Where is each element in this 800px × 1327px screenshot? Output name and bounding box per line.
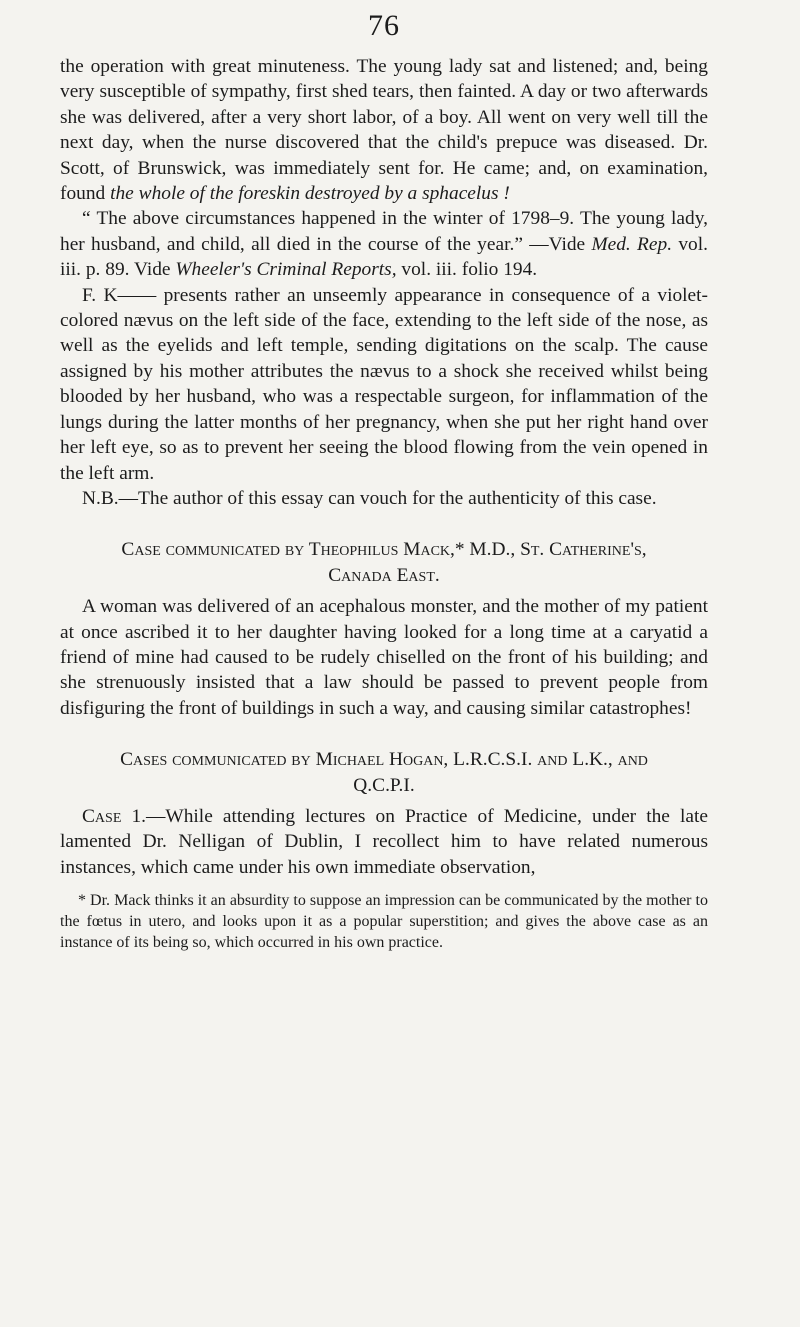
section-heading-hogan (60, 747, 708, 798)
section-heading-mack (60, 537, 708, 588)
paragraph-2-italic-2: Wheeler's Criminal Reports, (175, 259, 397, 281)
paragraph-2 (60, 206, 708, 282)
case-label: Case 1. (82, 805, 147, 827)
page-number: 76 (368, 9, 400, 42)
paragraph-2-text-c: vol. iii. folio 194. (396, 259, 538, 281)
section-heading-hogan-line2: Q.C.P.I. (353, 774, 415, 796)
section-heading-mack-line1: Case communicated by Theophilus Mack,* M.D., St. Catherine's, (121, 539, 647, 561)
paragraph-2-text-a: “ The above circumstances happened in the winter of 1798–9. The young lady, her husband, and child, all died in the course of the year.” —Vide (60, 208, 708, 255)
paragraph-2-text-b: vol. iii. p. 89. Vide (60, 233, 708, 281)
paragraph-5: A woman was delivered of an acephalous monster, and the mother of my patient at once ascribed it to her daughter having looked for a long time at a caryatid a friend of mine had caused to be rudely chiselled on the front of his building; and she strenuously insisted that a law should be passed to prevent people from disfiguring the front of buildings in such a way, and causing similar catastrophes! (60, 596, 708, 719)
section-heading-hogan-line1: Cases communicated by Michael Hogan, L.R.C.S.I. and L.K., and (120, 749, 648, 771)
paragraph-1 (60, 54, 708, 206)
paragraph-2-italic-1: Med. Rep. (591, 233, 673, 255)
paragraph-1-text: the operation with great minuteness. The young lady sat and listened; and, being very susceptible of sympathy, first shed tears, then fainted. A day or two afterwards she was delivered, after a very short labor, of a boy. All went on very well till the next day, when the nurse discovered that the child's prepuce was diseased. Dr. Scott, of Brunswick, was immediately sent for. He came; and, on examination, found (60, 56, 708, 205)
paragraph-4: N.B.—The author of this essay can vouch for the authenticity of this case. (82, 487, 657, 509)
paragraph-3: F. K—— presents rather an unseemly appearance in consequence of a violet-colored nævus on the left side of the face, extending to the left side of the nose, as well as the eyelids and left temple, sending digitations on the scalp. The cause assigned by his mother attributes the nævus to a shock she received whilst being blooded by her husband, who was a respectable surgeon, for inflammation of the lungs during the latter months of her pregnancy, when she put her right hand over her left eye, so as to prevent her seeing the blood flowing from the vein opened in the left arm. (60, 284, 708, 484)
footnote: * Dr. Mack thinks it an absurdity to suppose an impression can be communicated by the mother to the fœtus in utero, and looks upon it as a popular superstition; and gives the above case as an instance of its being so, which occurred in his own practice. (60, 892, 708, 952)
paragraph-1-italic: the whole of the foreskin destroyed by a sphacelus ! (110, 183, 510, 205)
paragraph-6-text: —While attending lectures on Practice of Medicine, under the late lamented Dr. Nelligan of Dublin, I recollect him to have related numerous instances, which came under his own immediate observation, (60, 805, 708, 878)
paragraph-6 (60, 804, 708, 880)
section-heading-mack-line2: Canada East. (328, 564, 440, 586)
